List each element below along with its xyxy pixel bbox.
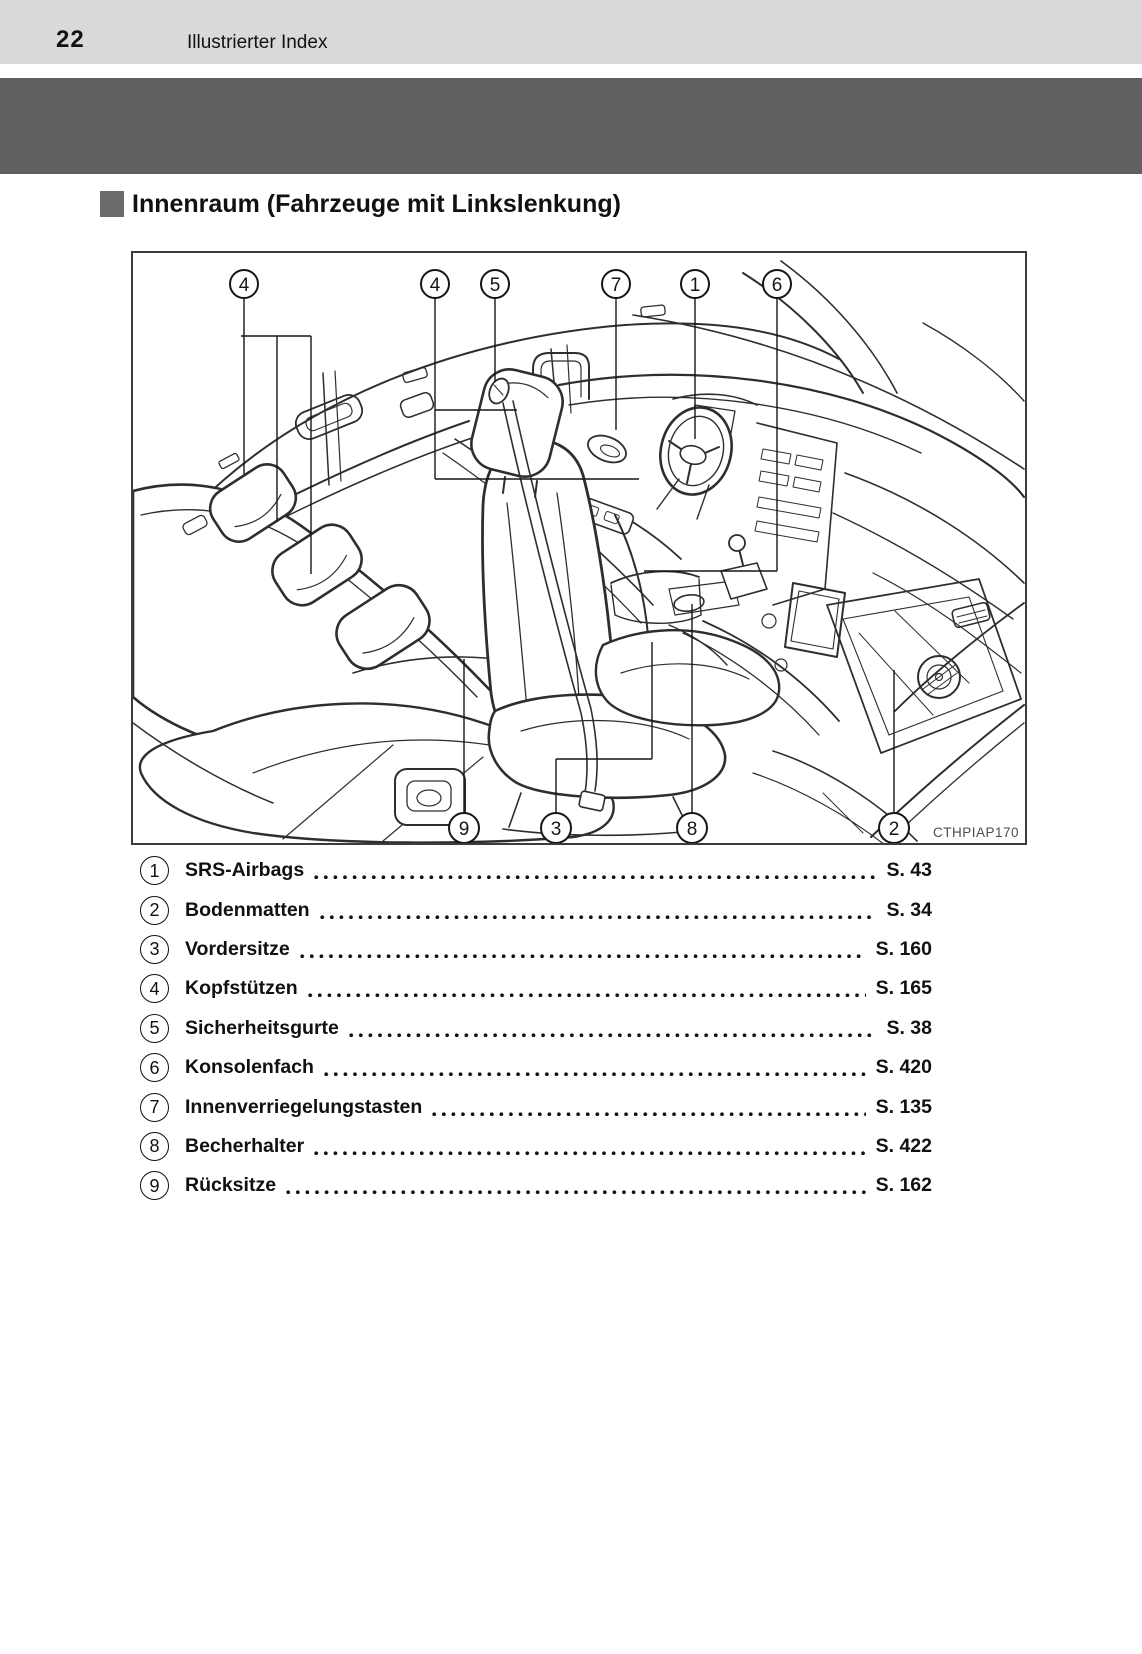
index-number-badge: 4: [140, 974, 169, 1003]
index-page-ref: S. 422: [875, 1134, 932, 1157]
svg-text:3: 3: [550, 819, 562, 840]
heading-square-bullet: [100, 191, 124, 217]
callout-4a: [230, 270, 258, 298]
svg-text:9: 9: [458, 819, 470, 840]
page-number: 22: [56, 26, 85, 53]
index-page-ref: S. 420: [875, 1056, 932, 1079]
index-number-badge: 9: [140, 1171, 169, 1200]
index-number-badge: 5: [140, 1014, 169, 1043]
floor-mats: [753, 579, 1021, 843]
index-page-ref: S. 34: [886, 898, 932, 921]
chapter-title: Illustrierter Index: [187, 32, 328, 53]
callout-5: [481, 270, 509, 298]
svg-text:5: 5: [489, 275, 501, 296]
index-row-ruecksitze: [140, 1166, 932, 1205]
callout-4b: [421, 270, 449, 298]
dot-leader: [314, 875, 876, 880]
index-number-badge: 1: [140, 856, 169, 885]
index-row-konsolenfach: [140, 1048, 932, 1087]
section-heading: [100, 188, 621, 220]
svg-text:4: 4: [429, 275, 441, 296]
index-label: Becherhalter: [185, 1134, 305, 1157]
callout-1: [681, 270, 709, 298]
index-number-badge: 3: [140, 935, 169, 964]
svg-text:1: 1: [689, 275, 701, 296]
index-label: Konsolenfach: [185, 1056, 314, 1079]
dot-leader: [308, 993, 866, 998]
callout-6: [763, 270, 791, 298]
index-number-badge: 2: [140, 896, 169, 925]
index-row-kopfstuetzen: [140, 969, 932, 1008]
svg-text:6: 6: [771, 275, 783, 296]
index-row-bodenmatten: [140, 890, 932, 929]
index-label: Innenverriegelungstasten: [185, 1095, 423, 1118]
svg-text:8: 8: [686, 819, 698, 840]
dot-leader: [314, 1151, 865, 1156]
svg-text:2: 2: [888, 819, 900, 840]
index-label: Bodenmatten: [185, 898, 310, 921]
index-label: SRS-Airbags: [185, 859, 305, 882]
page-header-bar: [0, 0, 1142, 64]
callout-7: [602, 270, 630, 298]
svg-text:7: 7: [610, 275, 622, 296]
dot-leader: [324, 1072, 866, 1077]
index-label: Sicherheitsgurte: [185, 1016, 339, 1039]
dot-leader: [320, 915, 877, 920]
callout-3: [541, 813, 571, 843]
callout-2: [879, 813, 909, 843]
index-page-ref: S. 160: [875, 937, 932, 960]
index-label: Vordersitze: [185, 937, 290, 960]
index-row-innenverriegelungstasten: [140, 1087, 932, 1126]
interior-illustration-figure: [131, 251, 1027, 845]
index-page-ref: S. 38: [886, 1016, 932, 1039]
steering-wheel: [651, 400, 740, 519]
index-row-srs-airbags: [140, 851, 932, 890]
car-interior-drawing: [133, 253, 1025, 843]
figure-code: CTHPIAP170: [932, 825, 1019, 840]
dot-leader: [432, 1112, 865, 1117]
index-number-badge: 7: [140, 1093, 169, 1122]
chapter-banner: [0, 78, 1142, 174]
index-label: Rücksitze: [185, 1174, 277, 1197]
index-number-badge: 8: [140, 1132, 169, 1161]
index-number-badge: 6: [140, 1053, 169, 1082]
index-row-vordersitze: [140, 930, 932, 969]
index-row-sicherheitsgurte: [140, 1009, 932, 1048]
index-page-ref: S. 43: [886, 859, 932, 882]
index-page-ref: S. 162: [875, 1174, 932, 1197]
callout-8: [677, 813, 707, 843]
dot-leader: [300, 954, 866, 959]
dot-leader: [286, 1190, 866, 1195]
index-page-ref: S. 135: [875, 1095, 932, 1118]
illustrated-index-list: [140, 851, 932, 1206]
index-row-becherhalter: [140, 1127, 932, 1166]
dot-leader: [349, 1033, 877, 1038]
svg-text:4: 4: [238, 275, 250, 296]
callout-9: [449, 813, 479, 843]
index-page-ref: S. 165: [875, 977, 932, 1000]
section-heading-text: Innenraum (Fahrzeuge mit Linkslenkung): [132, 189, 621, 218]
index-label: Kopfstützen: [185, 977, 298, 1000]
